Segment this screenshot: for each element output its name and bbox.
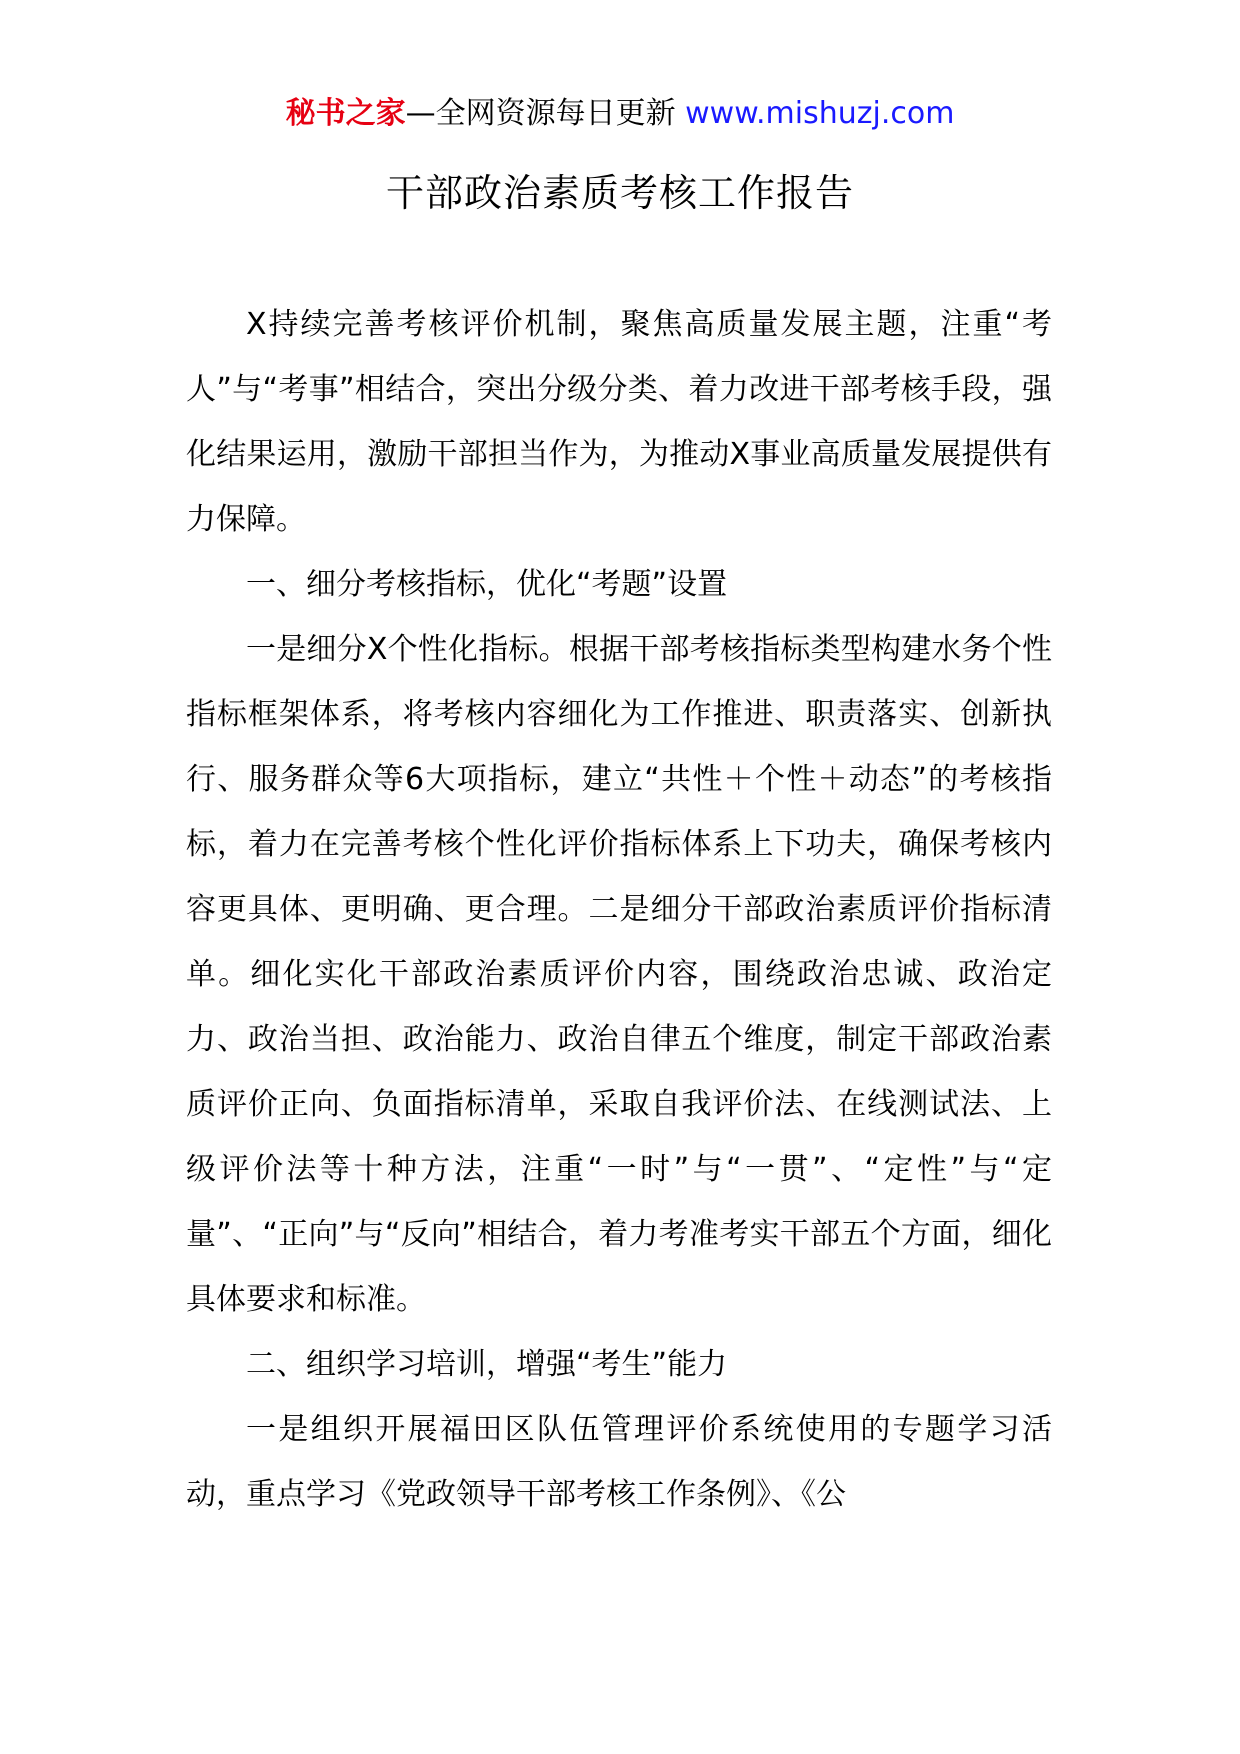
section-1-paragraph: 一是细分X个性化指标。根据干部考核指标类型构建水务个性指标框架体系，将考核内容细化为工作推进、职责落实、创新执行、服务群众等6大项指标，建立“共性＋个性＋动态”的考核指标，着力在完善考核个性化评价指标体系上下功夫，确保考核内容更具体、更明确、更合理。二是细分干部政治素质评价指标清单。细化实化干部政治素质评价内容，围绕政治忠诚、政治定力、政治当担、政治能力、政治自律五个维度，制定干部政治素质评价正向、负面指标清单，采取自我评价法、在线测试法、上级评价法等十种方法，注重“一时”与“一贯”、“定性”与“定量”、“正向”与“反向”相结合，着力考准考实干部五个方面，细化具体要求和标准。 [186, 632, 1052, 1317]
section-1-heading: 一、细分考核指标，优化“考题”设置 [246, 567, 728, 602]
document-body [186, 292, 1052, 1527]
document-title: 干部政治素质考核工作报告 [385, 171, 854, 215]
section-2-heading: 二、组织学习培训，增强“考生”能力 [246, 1347, 728, 1382]
header-tagline: —全网资源每日更新 [405, 96, 676, 131]
intro-paragraph: X持续完善考核评价机制，聚焦高质量发展主题，注重“考人”与“考事”相结合，突出分级分类、着力改进干部考核手段，强化结果运用，激励干部担当作为，为推动X事业高质量发展提供有力保障。 [186, 307, 1052, 537]
site-url-link[interactable]: www.mishuzj.com [685, 96, 955, 131]
brand-name: 秘书之家 [285, 96, 406, 131]
section-2-paragraph: 一是组织开展福田区队伍管理评价系统使用的专题学习活动，重点学习《党政领导干部考核工作条例》、《公 [186, 1412, 1052, 1512]
site-header [0, 94, 1240, 134]
